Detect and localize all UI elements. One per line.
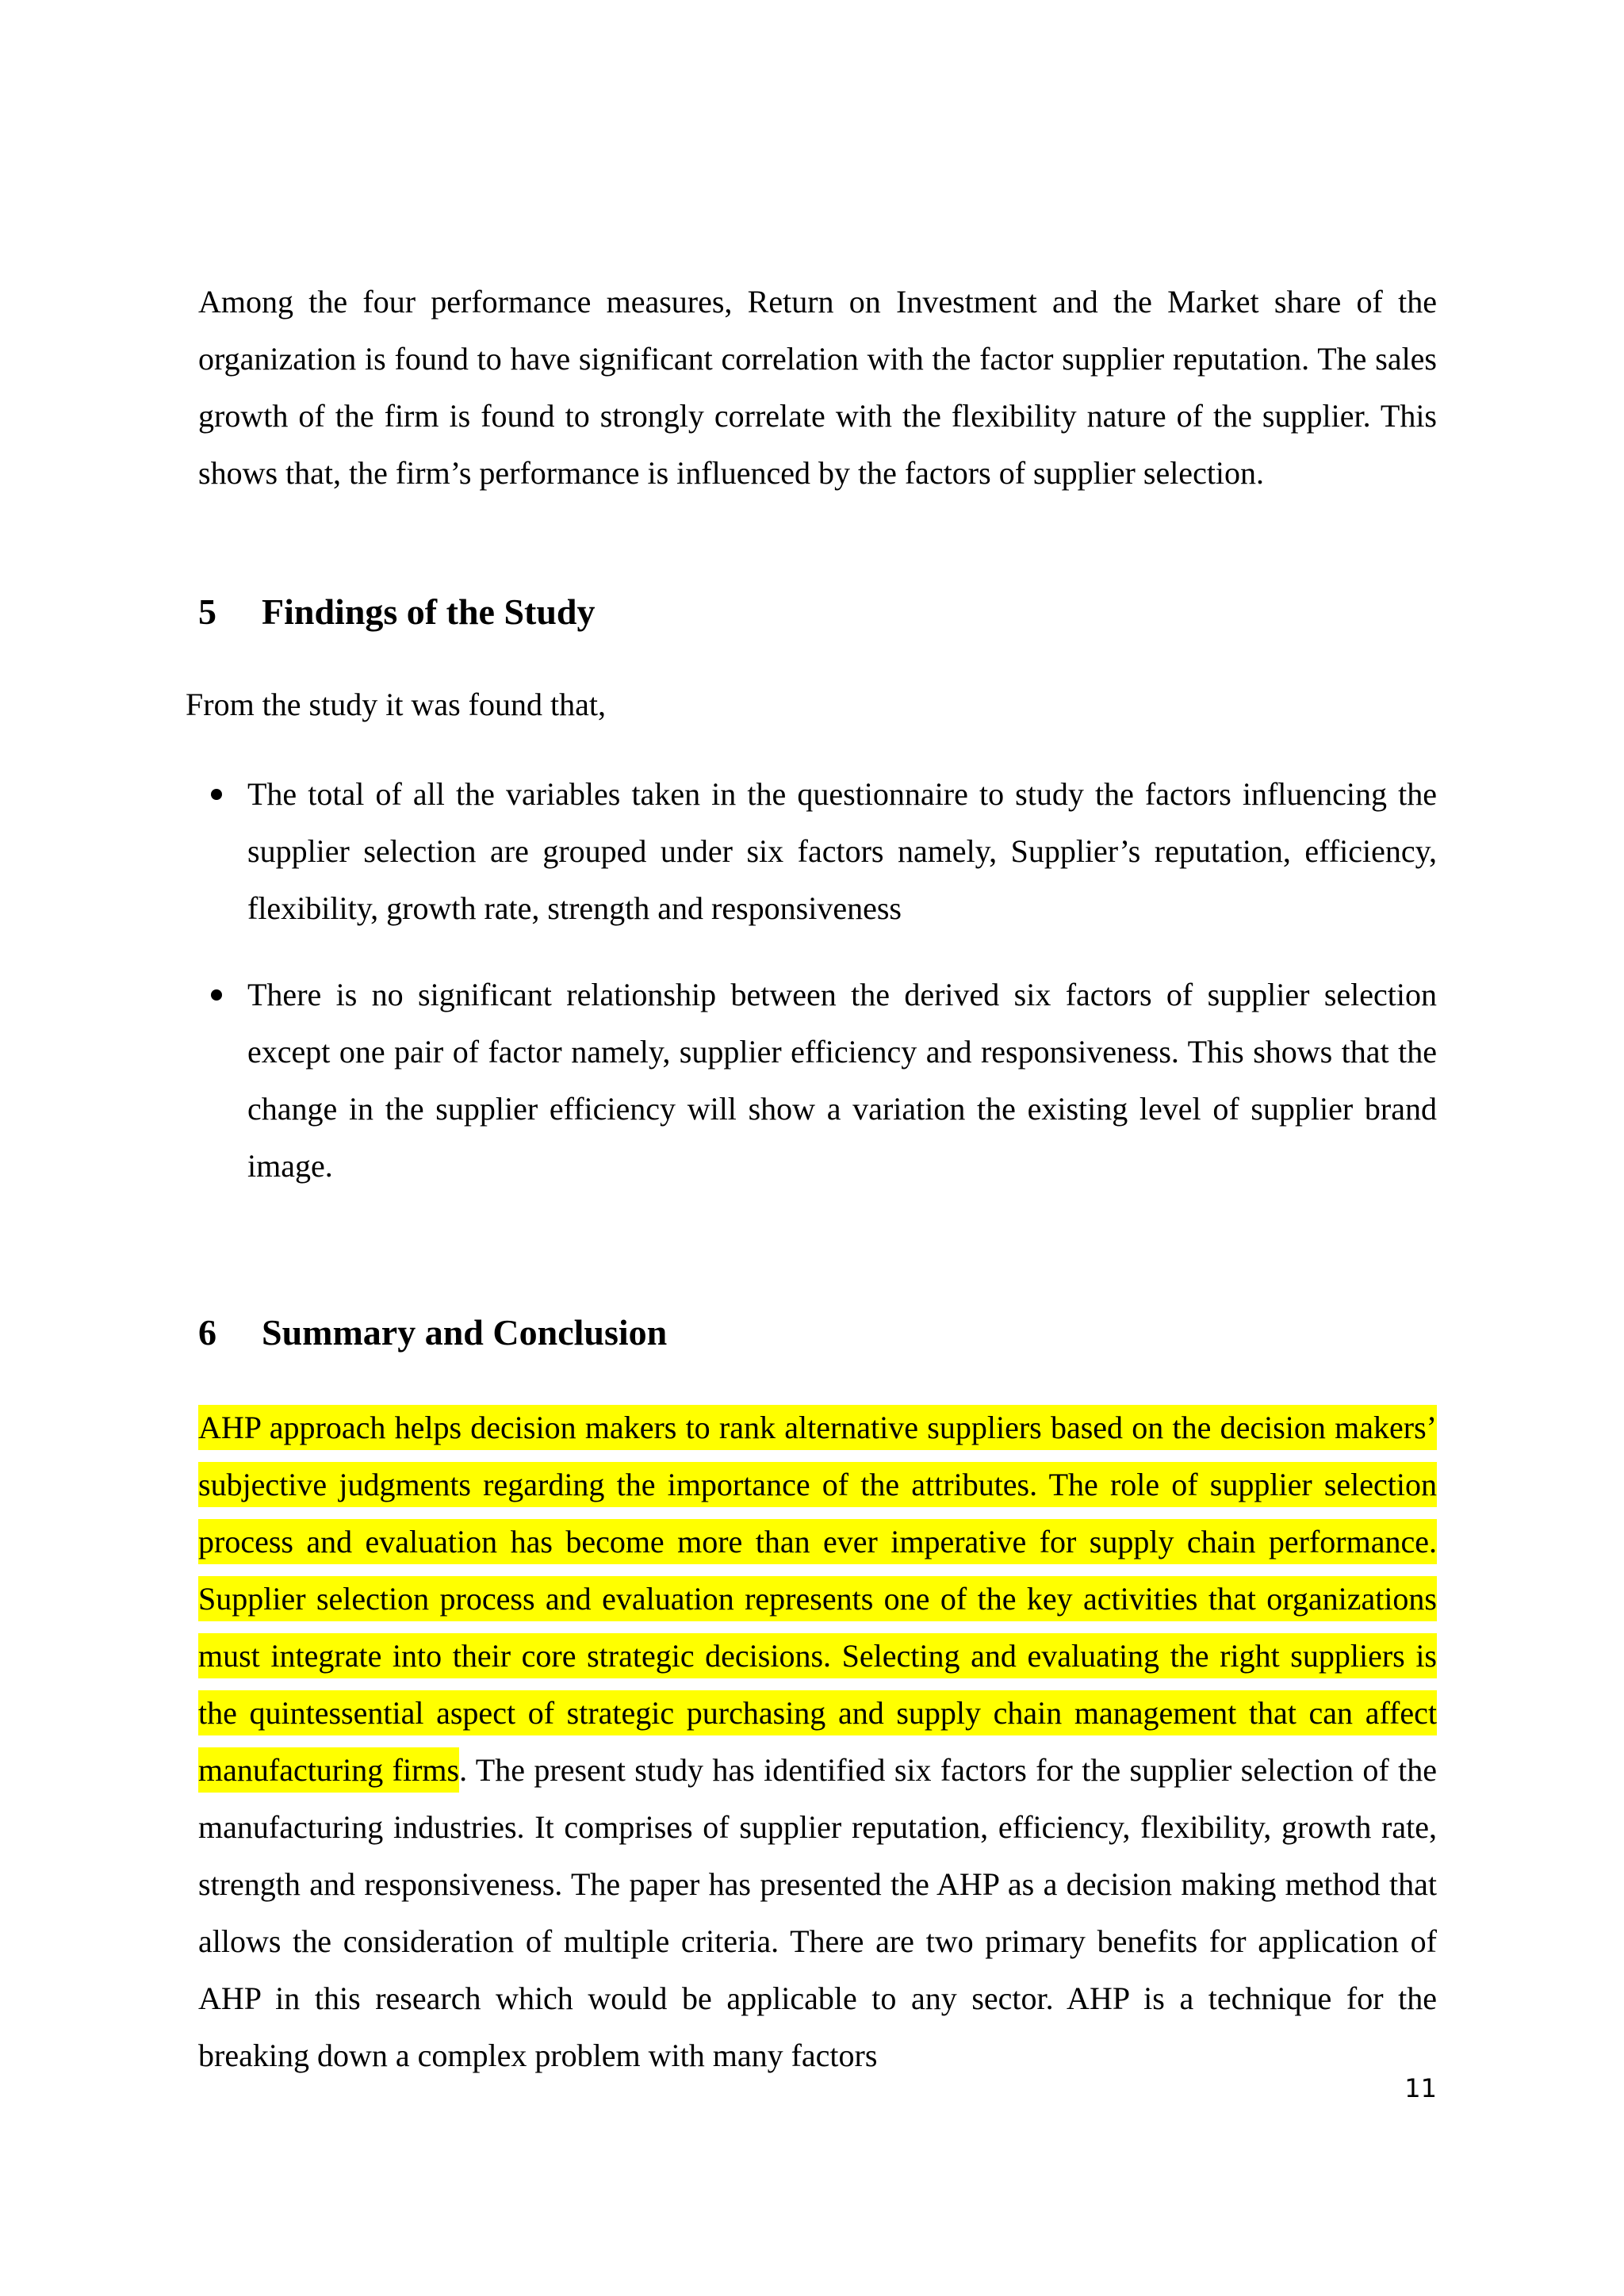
highlighted-text: AHP approach helps decision makers to rank alternative suppliers based on the decision makers’ subjective judgments regarding the importance of the attributes. The role of supplier selection process and evaluation has become more than ever imperative for supply chain performance. Supplier selection process and evaluation represents one of the key activities that organizations must integrate into their core strategic decisions. Selecting and evaluating the right suppliers is the quintessential aspect of strategic purchasing and supply chain management that can affect manufacturing firms bbox=[198, 1405, 1437, 1793]
findings-item-text: The total of all the variables taken in the questionnaire to study the factors influencing the supplier selection are grouped under six factors namely, Supplier’s reputation, efficiency, flexibility, growth rate, strength and responsiveness bbox=[247, 776, 1437, 926]
section-5-heading bbox=[198, 591, 596, 633]
page-number: 11 bbox=[1404, 2073, 1437, 2103]
findings-lead-text: From the study it was found that, bbox=[186, 687, 606, 722]
section-6-title: Summary and Conclusion bbox=[262, 1312, 668, 1353]
bullet-dot-icon bbox=[211, 989, 222, 1001]
section-5-number: 5 bbox=[198, 591, 216, 632]
summary-paragraph bbox=[198, 1399, 1437, 2084]
findings-list-item bbox=[247, 766, 1437, 937]
findings-item-text: There is no significant relationship between the derived six factors of supplier selection except one pair of factor namely, supplier efficiency and responsiveness. This shows that the change in the supplier efficiency will show a variation the existing level of supplier brand image. bbox=[247, 977, 1437, 1184]
intro-paragraph: Among the four performance measures, Return on Investment and the Market share of the organization is found to have significant correlation with the factor supplier reputation. The sales growth of the firm is found to strongly correlate with the flexibility nature of the supplier. This shows that, the firm’s performance is influenced by the factors of supplier selection. bbox=[198, 284, 1437, 491]
bullet-dot-icon bbox=[211, 789, 222, 800]
section-5-title: Findings of the Study bbox=[262, 591, 596, 632]
findings-list-item bbox=[247, 966, 1437, 1195]
section-6-number: 6 bbox=[198, 1312, 216, 1353]
summary-plain-text: . The present study has identified six factors for the supplier selection of the manufacturing industries. It comprises of supplier reputation, efficiency, flexibility, growth rate, strength and responsiveness. The paper has presented the AHP as a decision making method that allows the consideration of multiple criteria. There are two primary benefits for application of AHP in this research which would be applicable to any sector. AHP is a technique for the breaking down a complex problem with many factors bbox=[198, 1752, 1437, 2073]
section-6-heading bbox=[198, 1311, 667, 1353]
